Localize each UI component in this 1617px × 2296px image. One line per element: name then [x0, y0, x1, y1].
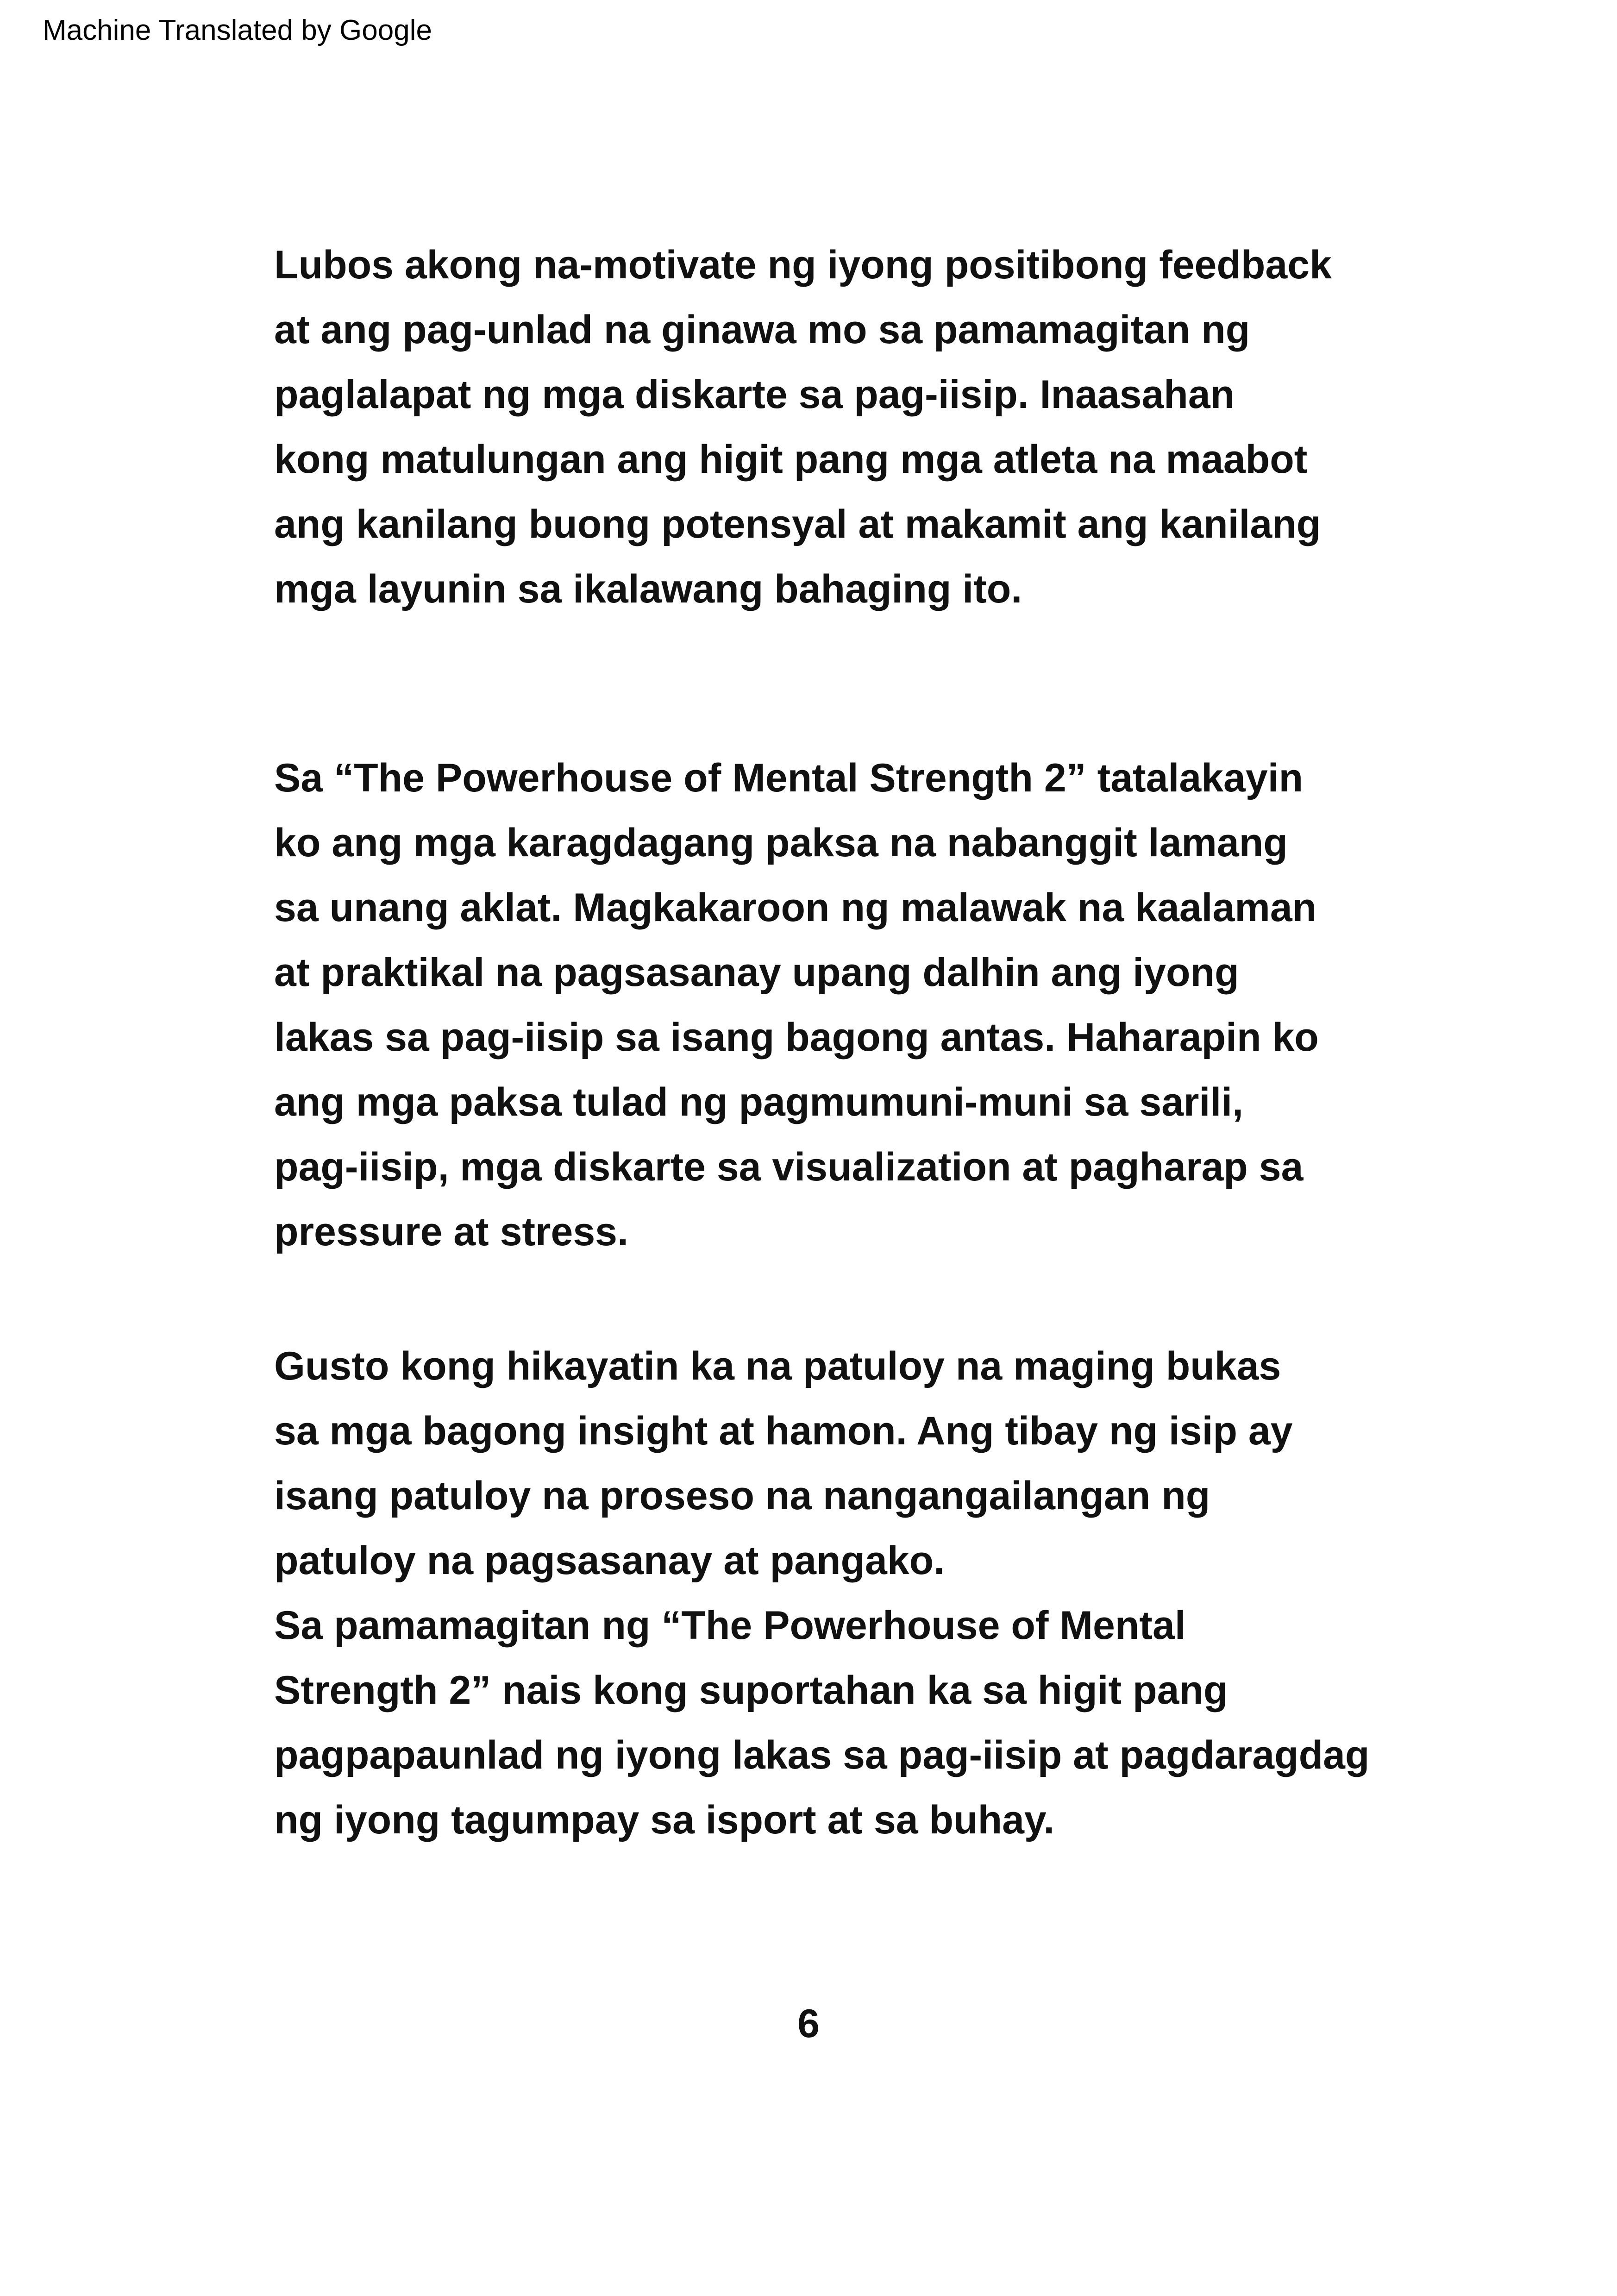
text-line: patuloy na pagsasanay at pangako. — [274, 1538, 945, 1583]
text-line: Strength 2” nais kong suportahan ka sa higit pang — [274, 1668, 1228, 1713]
paragraph-2 — [274, 746, 1319, 1264]
text-line: isang patuloy na proseso na nangangailangan ng — [274, 1474, 1210, 1518]
machine-translation-banner: Machine Translated by Google — [43, 14, 432, 46]
text-line: pressure at stress. — [274, 1210, 628, 1254]
text-line: ko ang mga karagdagang paksa na nabanggit lamang — [274, 821, 1288, 865]
paragraph-3 — [274, 1334, 1369, 1852]
text-line: sa mga bagong insight at hamon. Ang tibay ng isip ay — [274, 1409, 1293, 1453]
paragraph-1 — [274, 232, 1332, 621]
text-line: mga layunin sa ikalawang bahaging ito. — [274, 567, 1022, 611]
text-line: pag-iisip, mga diskarte sa visualization at pagharap sa — [274, 1145, 1304, 1189]
text-line: paglalapat ng mga diskarte sa pag-iisip. Inaasahan — [274, 372, 1235, 417]
text-line: ang mga paksa tulad ng pagmumuni-muni sa sarili, — [274, 1080, 1244, 1124]
text-line: ng iyong tagumpay sa isport at sa buhay. — [274, 1798, 1055, 1842]
text-line: at praktikal na pagsasanay upang dalhin ang iyong — [274, 950, 1239, 995]
text-line: at ang pag-unlad na ginawa mo sa pamamagitan ng — [274, 307, 1250, 352]
page-number: 6 — [797, 2001, 820, 2046]
text-line: Lubos akong na-motivate ng iyong positibong feedback — [274, 243, 1332, 287]
text-line: sa unang aklat. Magkakaroon ng malawak na kaalaman — [274, 885, 1317, 930]
text-line: lakas sa pag-iisip sa isang bagong antas. Haharapin ko — [274, 1015, 1319, 1060]
text-line: Sa “The Powerhouse of Mental Strength 2” tatalakayin — [274, 756, 1304, 800]
text-line: Sa pamamagitan ng “The Powerhouse of Mental — [274, 1603, 1186, 1648]
text-line: Gusto kong hikayatin ka na patuloy na maging bukas — [274, 1344, 1281, 1388]
text-line: ang kanilang buong potensyal at makamit ang kanilang — [274, 502, 1321, 546]
text-line: pagpapaunlad ng iyong lakas sa pag-iisip at pagdaragdag — [274, 1733, 1370, 1777]
text-line: kong matulungan ang higit pang mga atleta na maabot — [274, 437, 1308, 482]
